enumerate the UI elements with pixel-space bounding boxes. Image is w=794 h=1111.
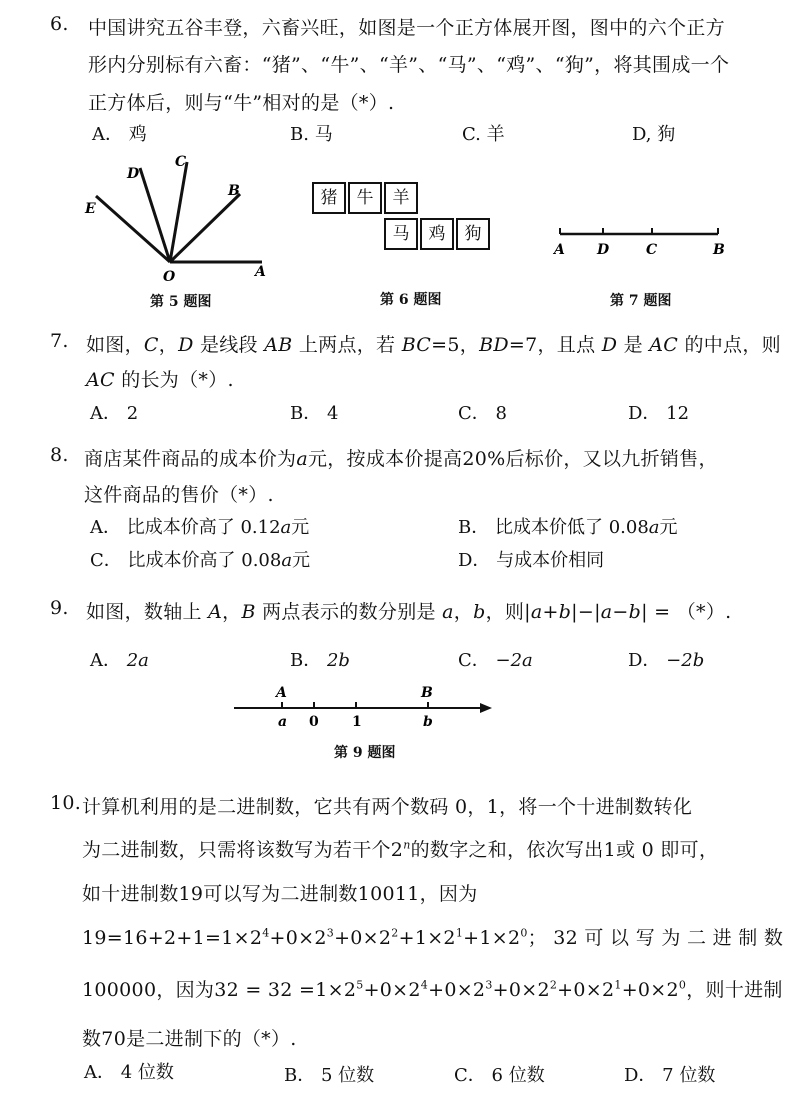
net-cell-horse: 马 [384,218,418,250]
value-zero-label: 0 [309,714,319,730]
q9-option-a: A． 2a [90,650,149,671]
label-a: A [255,264,266,280]
q7-option-c: C． 8 [458,403,507,424]
figure-9-caption: 第 9 题图 [334,745,396,761]
q9-option-b: B． 2b [290,650,350,671]
question-9-line-1: 如图，数轴上 A，B 两点表示的数分别是 a，b，则|a+b|−|a−b| = （*）. [86,601,732,623]
q8-option-a: A． 比成本价高了 0.12a元 [90,517,310,538]
question-10-line-6: 数70是二进制下的（*）. [82,1028,297,1050]
question-8-line-2: 这件商品的售价（*）. [84,484,274,506]
q8-option-d: D． 与成本价相同 [458,550,605,571]
q9-option-c: C． −2a [458,650,533,671]
point-b-label: B [421,685,433,701]
q8-option-b: B． 比成本价低了 0.08a元 [458,517,678,538]
label-d: D [597,242,610,258]
label-b: B [713,242,725,258]
q10-option-d: D． 7 位数 [624,1065,716,1086]
q7-option-d: D． 12 [628,403,690,424]
q7-option-a: A． 2 [90,403,139,424]
question-8-number: 8. [50,444,69,466]
net-cell-sheep: 羊 [384,182,418,214]
figure-7-caption: 第 7 题图 [610,293,672,309]
value-one-label: 1 [352,714,362,730]
figure-5-angle-diagram [80,150,280,285]
label-b: B [228,183,240,199]
question-6-line-2: 形内分别标有六畜：“猪”、“牛”、“羊”、“马”、“鸡”、“狗”，将其围成一个 [88,54,730,76]
question-6-line-3: 正方体后，则与“牛”相对的是（*）. [88,92,395,114]
net-cell-pig: 猪 [312,182,346,214]
question-10-line-2: 为二进制数，只需将该数写为若干个2$^n$的数字之和，依次写出1或 0 即可， [82,838,719,861]
figure-6-caption: 第 6 题图 [380,292,442,308]
point-a-label: A [276,685,287,701]
question-10-line-4: $19=16+2+1=1\times 2^4+0\times 2^3+0\times 2^2+1\times 2^1+1\times 2^0$； 32 可 以 写 为 二 进 制 数 [82,926,784,949]
figure-6-cube-net [312,182,492,254]
q9-option-d: D． −2b [628,650,705,671]
q10-option-b: B． 5 位数 [284,1065,375,1086]
question-10-line-3: 如十进制数19可以写为二进制数10011，因为 [82,883,478,905]
q6-option-b: B. 马 [290,124,333,145]
question-10-line-1: 计算机利用的是二进制数，它共有两个数码 0，1，将一个十进制数转化 [82,796,693,818]
label-c: C [646,242,658,258]
question-10-number: 10. [50,792,82,814]
label-c: C [175,154,187,170]
value-b-label: b [423,714,433,730]
q6-option-a: A． 鸡 [92,124,147,145]
question-9-number: 9. [50,597,69,619]
figure-7-segment-diagram [550,222,730,262]
q7-option-b: B． 4 [290,403,339,424]
label-o: O [163,269,176,285]
question-7-line-2: AC 的长为（*）. [86,369,234,391]
q8-option-c: C． 比成本价高了 0.08a元 [90,550,311,571]
q6-option-d: D, 狗 [632,124,676,145]
q10-option-a: A． 4 位数 [84,1062,174,1083]
question-8-line-1: 商店某件商品的成本价为a元，按成本价提高20%后标价，又以九折销售， [84,448,718,470]
label-d: D [127,166,140,182]
question-10-line-5: 100000，因为$32 = 32 =1\times 2^5+0\times 2^4+0\times 2^3+0\times 2^2+0\times 2^1+0\times 2^0$，则十进制 [82,978,783,1001]
q6-option-c: C. 羊 [462,124,505,145]
label-a: A [554,242,565,258]
net-cell-dog: 狗 [456,218,490,250]
net-cell-chicken: 鸡 [420,218,454,250]
question-7-line-1: 如图，C，D 是线段 AB 上两点，若 BC=5，BD=7，且点 D 是 AC 的中点，则 [86,334,781,356]
net-cell-ox: 牛 [348,182,382,214]
label-e: E [85,201,96,217]
question-6-line-1: 中国讲究五谷丰登，六畜兴旺，如图是一个正方体展开图，图中的六个正方 [88,17,725,39]
figure-9-number-line [230,682,500,732]
q10-option-c: C． 6 位数 [454,1065,545,1086]
arrow-head-icon [480,703,492,713]
value-a-label: a [278,714,288,730]
question-6-number: 6. [50,13,69,35]
figure-5-caption: 第 5 题图 [150,294,212,310]
question-7-number: 7. [50,330,69,352]
